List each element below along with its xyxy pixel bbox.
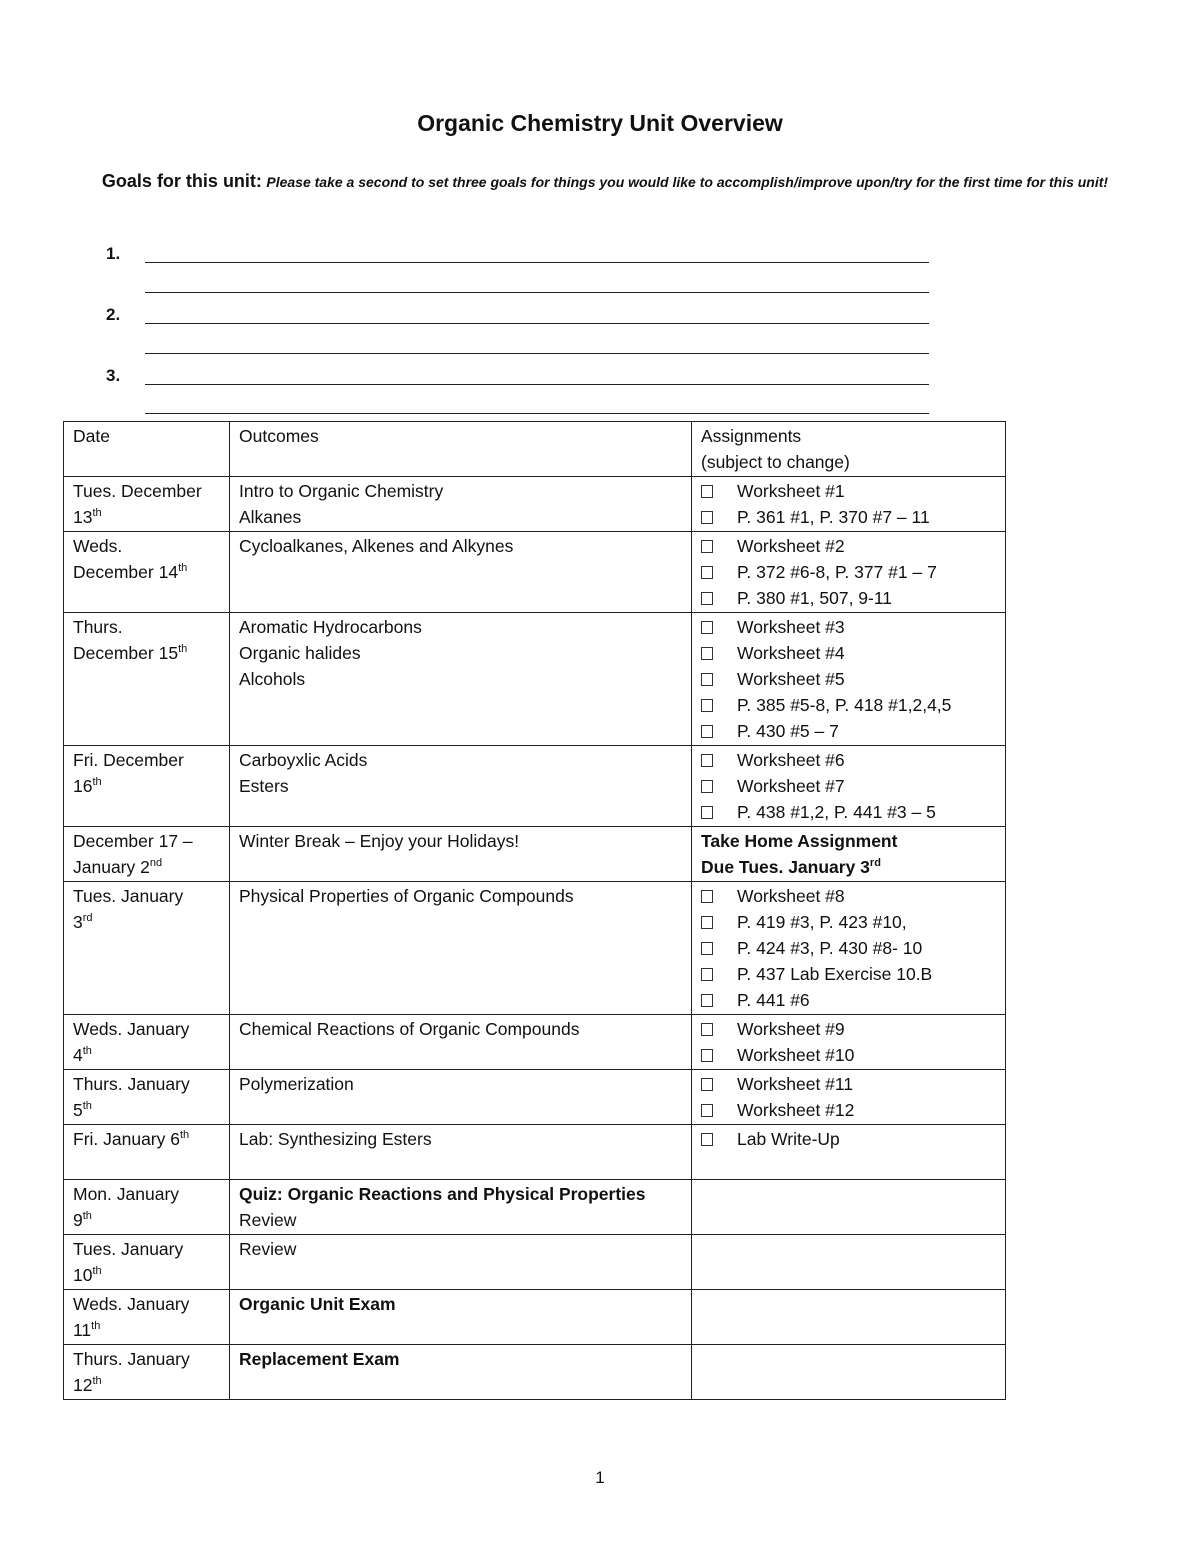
cell-date [64, 1235, 230, 1290]
checkbox-icon[interactable] [701, 1023, 713, 1036]
cell-outcomes [230, 532, 692, 613]
date-line: 16th [73, 776, 102, 796]
outcome-line: Organic halides [239, 643, 361, 663]
cell-outcomes [230, 1345, 692, 1400]
checkbox-icon[interactable] [701, 699, 713, 712]
assignment-item [701, 1071, 997, 1097]
assignment-item [701, 773, 997, 799]
goals-intro [80, 168, 1130, 196]
cell-assignments [692, 1070, 1006, 1125]
date-line: Tues. January [73, 886, 184, 906]
date-line: 11th [73, 1320, 101, 1340]
cell-outcomes [230, 1070, 692, 1125]
cell-assignments [692, 827, 1006, 882]
date-line: Tues. December [73, 481, 202, 501]
assignment-item [701, 1016, 997, 1042]
assignment-label: P. 380 #1, 507, 9-11 [737, 588, 893, 608]
assignment-item [701, 692, 997, 718]
assignment-note: Take Home Assignment [701, 831, 898, 851]
assignment-label: P. 430 #5 – 7 [737, 721, 839, 741]
date-line: 12th [73, 1375, 102, 1395]
assignment-item [701, 1097, 997, 1123]
assignment-label: Worksheet #6 [737, 750, 845, 770]
assignment-label: Worksheet #9 [737, 1019, 845, 1039]
assignment-item [701, 987, 997, 1013]
cell-outcomes [230, 1180, 692, 1235]
cell-outcomes [230, 1125, 692, 1180]
assignment-item [701, 585, 997, 611]
date-line: Fri. January 6th [73, 1129, 190, 1149]
cell-assignments [692, 532, 1006, 613]
date-line: Weds. January [73, 1294, 190, 1314]
checkbox-icon[interactable] [701, 592, 713, 605]
goal-2-line-2[interactable] [145, 353, 929, 354]
checkbox-icon[interactable] [701, 485, 713, 498]
cell-outcomes [230, 882, 692, 1015]
date-line: Thurs. [73, 617, 123, 637]
cell-assignments [692, 1125, 1006, 1180]
goal-1-line-2[interactable] [145, 292, 929, 293]
assignment-label: Worksheet #7 [737, 776, 845, 796]
table-row [64, 1015, 1006, 1070]
table-row [64, 882, 1006, 1015]
date-line: 5th [73, 1100, 92, 1120]
goal-3-line-1[interactable] [145, 384, 929, 385]
assignment-item [701, 504, 997, 530]
header-assignments [692, 422, 1006, 477]
assignment-label: Worksheet #2 [737, 536, 845, 556]
schedule-table [63, 421, 1006, 1400]
outcome-line: Aromatic Hydrocarbons [239, 617, 422, 637]
assignment-item [701, 961, 997, 987]
date-line: 13th [73, 507, 102, 527]
cell-date [64, 532, 230, 613]
page-number: 1 [595, 1468, 605, 1487]
date-line: Mon. January [73, 1184, 180, 1204]
cell-date [64, 1290, 230, 1345]
cell-date [64, 827, 230, 882]
checkbox-icon[interactable] [701, 994, 713, 1007]
goal-number-1: 1. [106, 244, 121, 263]
assignment-label: Worksheet #10 [737, 1045, 855, 1065]
cell-outcomes [230, 746, 692, 827]
cell-assignments [692, 477, 1006, 532]
outcome-line: Organic Unit Exam [239, 1294, 396, 1314]
assignment-item [701, 559, 997, 585]
schedule-body [64, 477, 1006, 1400]
cell-date [64, 1015, 230, 1070]
assignment-item [701, 1042, 997, 1068]
outcome-line: Alcohols [239, 669, 306, 689]
date-line: 3rd [73, 912, 93, 932]
goal-3-line-2[interactable] [145, 413, 929, 414]
cell-assignments [692, 882, 1006, 1015]
table-row [64, 532, 1006, 613]
assignment-label: P. 424 #3, P. 430 #8- 10 [737, 938, 923, 958]
assignment-label: P. 361 #1, P. 370 #7 – 11 [737, 507, 930, 527]
outcome-line: Intro to Organic Chemistry [239, 481, 444, 501]
cell-date [64, 613, 230, 746]
assignment-label: P. 438 #1,2, P. 441 #3 – 5 [737, 802, 936, 822]
table-row [64, 746, 1006, 827]
checkbox-icon[interactable] [701, 725, 713, 738]
checkbox-icon[interactable] [701, 511, 713, 524]
checkbox-icon[interactable] [701, 673, 713, 686]
checkbox-icon[interactable] [701, 754, 713, 767]
assignment-item [701, 935, 997, 961]
cell-outcomes [230, 1290, 692, 1345]
page-title: Organic Chemistry Unit Overview [417, 110, 783, 136]
goal-2-line-1[interactable] [145, 323, 929, 324]
checkbox-icon[interactable] [701, 780, 713, 793]
cell-date [64, 1180, 230, 1235]
cell-date [64, 746, 230, 827]
checkbox-icon[interactable] [701, 1078, 713, 1091]
cell-outcomes [230, 827, 692, 882]
table-row [64, 613, 1006, 746]
assignment-item [701, 883, 997, 909]
table-header-row [64, 422, 1006, 477]
outcome-line: Physical Properties of Organic Compounds [239, 886, 574, 906]
cell-outcomes [230, 477, 692, 532]
date-line: December 15th [73, 643, 188, 663]
assignment-label: Worksheet #11 [737, 1074, 854, 1094]
goal-1-line-1[interactable] [145, 262, 929, 263]
goal-number-2: 2. [106, 305, 121, 324]
assignment-label: P. 419 #3, P. 423 #10, [737, 912, 907, 932]
outcome-line: Winter Break – Enjoy your Holidays! [239, 831, 520, 851]
checkbox-icon[interactable] [701, 1049, 713, 1062]
assignment-label: P. 372 #6-8, P. 377 #1 – 7 [737, 562, 937, 582]
checkbox-icon[interactable] [701, 1133, 713, 1146]
assignment-label: Worksheet #4 [737, 643, 845, 663]
table-row [64, 827, 1006, 882]
date-line: January 2nd [73, 857, 163, 877]
assignment-label: P. 437 Lab Exercise 10.B [737, 964, 933, 984]
date-line: Fri. December [73, 750, 184, 770]
assignment-item [701, 640, 997, 666]
assignment-label: Lab Write-Up [737, 1129, 840, 1149]
assignment-item [701, 1126, 997, 1152]
assignment-label: Worksheet #12 [737, 1100, 855, 1120]
date-line: 9th [73, 1210, 92, 1230]
checkbox-icon[interactable] [701, 806, 713, 819]
outcome-line: Lab: Synthesizing Esters [239, 1129, 432, 1149]
cell-date [64, 1345, 230, 1400]
cell-outcomes [230, 1235, 692, 1290]
assignment-item [701, 533, 997, 559]
date-line: Thurs. January [73, 1074, 190, 1094]
checkbox-icon[interactable] [701, 968, 713, 981]
cell-date [64, 477, 230, 532]
table-row [64, 1125, 1006, 1180]
cell-assignments [692, 1235, 1006, 1290]
outcome-line: Chemical Reactions of Organic Compounds [239, 1019, 580, 1039]
assignment-label: Worksheet #3 [737, 617, 845, 637]
cell-assignments [692, 1180, 1006, 1235]
checkbox-icon[interactable] [701, 566, 713, 579]
date-line: December 17 – [73, 831, 193, 851]
cell-outcomes [230, 613, 692, 746]
assignment-item [701, 799, 997, 825]
cell-assignments [692, 746, 1006, 827]
cell-date [64, 882, 230, 1015]
header-date: Date [64, 422, 230, 477]
goals-label: Goals for this unit: [101, 171, 262, 191]
table-row [64, 1180, 1006, 1235]
outcome-line: Replacement Exam [239, 1349, 400, 1369]
checkbox-icon[interactable] [701, 916, 713, 929]
header-outcomes: Outcomes [230, 422, 692, 477]
checkbox-icon[interactable] [701, 647, 713, 660]
date-line: Weds. [73, 536, 123, 556]
date-line: December 14th [73, 562, 188, 582]
assignment-note: Due Tues. January 3rd [701, 857, 881, 877]
outcome-line: Cycloalkanes, Alkenes and Alkynes [239, 536, 514, 556]
table-row [64, 1345, 1006, 1400]
table-row [64, 1235, 1006, 1290]
assignment-item [701, 718, 997, 744]
assignment-label: P. 385 #5-8, P. 418 #1,2,4,5 [737, 695, 952, 715]
assignment-item [701, 478, 997, 504]
header-assignments-title: Assignments [701, 426, 802, 446]
outcome-line: Polymerization [239, 1074, 354, 1094]
outcome-line: Quiz: Organic Reactions and Physical Properties [239, 1184, 646, 1204]
checkbox-icon[interactable] [701, 942, 713, 955]
cell-outcomes [230, 1015, 692, 1070]
cell-assignments [692, 613, 1006, 746]
table-row [64, 1290, 1006, 1345]
checkbox-icon[interactable] [701, 621, 713, 634]
assignment-label: Worksheet #8 [737, 886, 845, 906]
goal-number-3: 3. [106, 366, 121, 385]
assignment-item [701, 614, 997, 640]
cell-date [64, 1125, 230, 1180]
cell-assignments [692, 1015, 1006, 1070]
outcome-line: Carboyxlic Acids [239, 750, 368, 770]
assignment-label: Worksheet #5 [737, 669, 845, 689]
checkbox-icon[interactable] [701, 1104, 713, 1117]
goals-instructions: Please take a second to set three goals for things you would like to accomplish/improve upon/try for the first time for this unit! [266, 174, 1109, 190]
outcome-line: Esters [239, 776, 289, 796]
cell-assignments [692, 1290, 1006, 1345]
assignment-item [701, 666, 997, 692]
header-assignments-note: (subject to change) [701, 452, 850, 472]
checkbox-icon[interactable] [701, 540, 713, 553]
assignment-label: Worksheet #1 [737, 481, 845, 501]
date-line: Tues. January [73, 1239, 184, 1259]
assignment-label: P. 441 #6 [737, 990, 810, 1010]
date-line: Weds. January [73, 1019, 190, 1039]
outcome-line: Review [239, 1210, 297, 1230]
outcome-line: Review [239, 1239, 297, 1259]
table-row [64, 477, 1006, 532]
date-line: Thurs. January [73, 1349, 190, 1369]
outcome-line: Alkanes [239, 507, 302, 527]
assignment-item [701, 747, 997, 773]
cell-date [64, 1070, 230, 1125]
checkbox-icon[interactable] [701, 890, 713, 903]
assignment-item [701, 909, 997, 935]
cell-assignments [692, 1345, 1006, 1400]
table-row [64, 1070, 1006, 1125]
date-line: 4th [73, 1045, 92, 1065]
date-line: 10th [73, 1265, 102, 1285]
